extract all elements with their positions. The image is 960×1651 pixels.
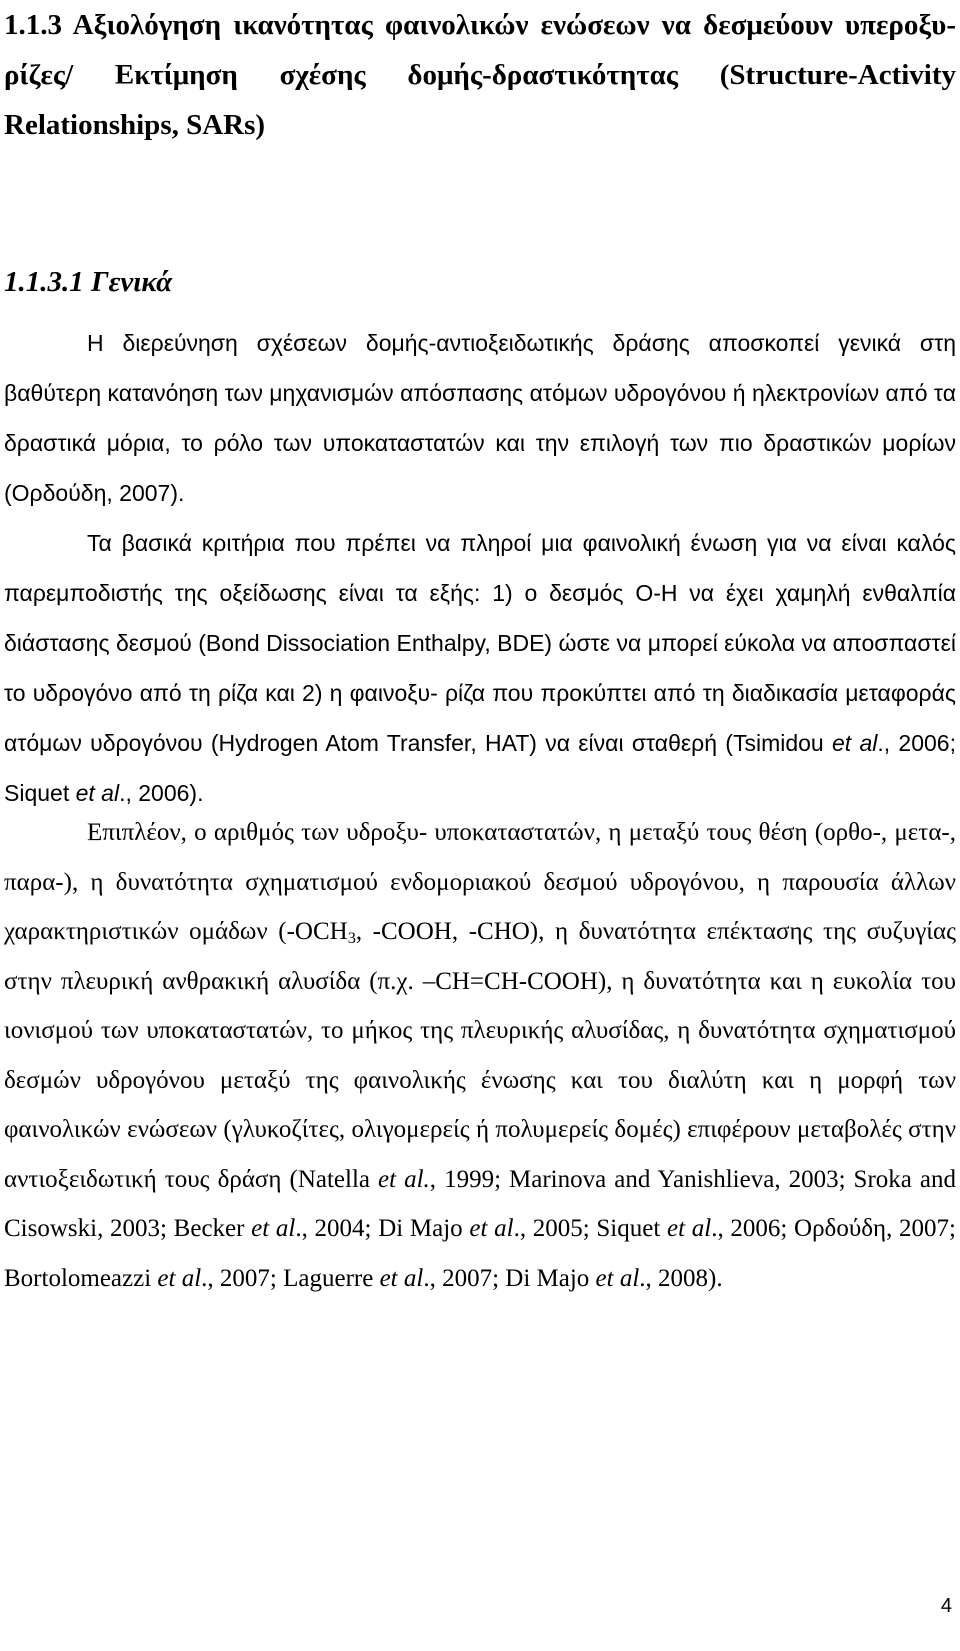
paragraph-substituents-text-1: Επιπλέον, ο αριθμός των υδροξυ- υποκαταστατών, η μεταξύ τους θέση (ορθο-, μετα-, παρα-), η δυνατότητα σχηματισμού ενδομοριακού δεσμού υδρογόνου, η παρουσία άλλων χαρακτηριστικών ομάδων (-OCH [4,819,956,945]
paragraph-substituents-text-9: ., 2008). [639,1264,723,1292]
paragraph-substituents-text-5: ., 2005; Siquet [513,1215,667,1242]
paragraph-criteria-text-1: Τα βασικά κριτήρια που πρέπει να πληροί μια φαινολική ένωση για να είναι καλός παρεμποδιστής της οξείδωσης είναι τα εξής: 1) ο δεσμός Ο-Η να έχει χαμηλή ενθαλπία διάστασης δεσμού (Bond Dissociation Enthalpy, BDE) ώστε να μπορεί εύκολα να αποσπαστεί το υδρογόνο από τη ρίζα και 2) η φαινοξυ- ρίζα που προκύπτει από τη διαδικασία μεταφοράς ατόμων υδρογόνου (Hydrogen Atom Transfer, HAT) να είναι σταθερή (Tsimidou [4,530,956,756]
citation-et-al: et al [75,780,120,806]
subscript-3: 3 [347,929,356,948]
citation-et-al: et al [157,1264,202,1292]
citation-et-al: et al. [378,1165,430,1193]
paragraph-criteria-text-2: ., 2006; Siquet [4,730,956,806]
paragraph-substituents-text-2: , -COOH, -CHO), η δυνατότητα επέκτασης της συζυγίας στην πλευρική ανθρακική αλυσίδα (π.χ. –CH=CH-COOH), η δυνατότητα και η ευκολία του ιονισμού των υποκαταστατών, το μήκος της πλευρικής αλυσίδας, η δυνατότητα σχηματισμού δεσμών υδρογόνου μεταξύ της φαινολικής ένωσης και του διαλύτη και η μορφή των φαινολικών ενώσεων (γλυκοζίτες, ολιγομερείς ή πολυμερείς δομές) επιφέρουν μεταβολές στην αντιοξειδωτική τους δράση (Natella [4,918,956,1193]
subsection-heading [4,262,172,302]
citation-et-al: et al [595,1264,640,1292]
page-number: 4 [940,1595,952,1617]
paragraph-substituents-text-6: ., 2006; Ορδούδη, 2007; Bortolomeazzi [4,1215,956,1292]
paragraph-intro [4,318,956,518]
paragraph-criteria [4,518,956,818]
paragraph-substituents-text-7: ., 2007; Laguerre [201,1264,380,1292]
section-number: 1.1.3 [4,9,62,41]
citation-et-al: et al [379,1264,424,1292]
citation-et-al: et al [251,1215,296,1242]
subsection-number: 1.1.3.1 [4,266,84,298]
paragraph-substituents-text-8: ., 2007; Di Majo [423,1264,596,1292]
section-heading [4,0,956,150]
paragraph-intro-text: Η διερεύνηση σχέσεων δομής-αντιοξειδωτικής δράσης αποσκοπεί γενικά στη βαθύτερη κατανόηση των μηχανισμών απόσπασης ατόμων υδρογόνου ή ηλεκτρονίων από τα δραστικά μόρια, το ρόλο των υποκαταστατών και την επιλογή των πιο δραστικών μορίων (Ορδούδη, 2007). [4,330,956,506]
citation-et-al: et al [832,730,878,756]
paragraph-substituents-text-3: , 1999; Marinova and Yanishlieva, 2003; Sroka and Cisowski, 2003; Becker [4,1165,956,1242]
section-title: Αξιολόγηση ικανότητας φαινολικών ενώσεων να δεσμεύουν υπεροξυ-ρίζες/ Εκτίμηση σχέσης δομής-δραστικότητας (Structure-Activity Relationships, SARs) [4,9,957,141]
paragraph-substituents [4,808,956,1303]
paragraph-criteria-text-3: ., 2006). [119,780,204,806]
citation-et-al: et al [667,1215,712,1242]
paragraph-substituents-text-4: ., 2004; Di Majo [295,1215,470,1242]
subsection-title: Γενικά [91,266,173,298]
document-page [4,0,956,1651]
citation-et-al: et al [469,1215,514,1242]
